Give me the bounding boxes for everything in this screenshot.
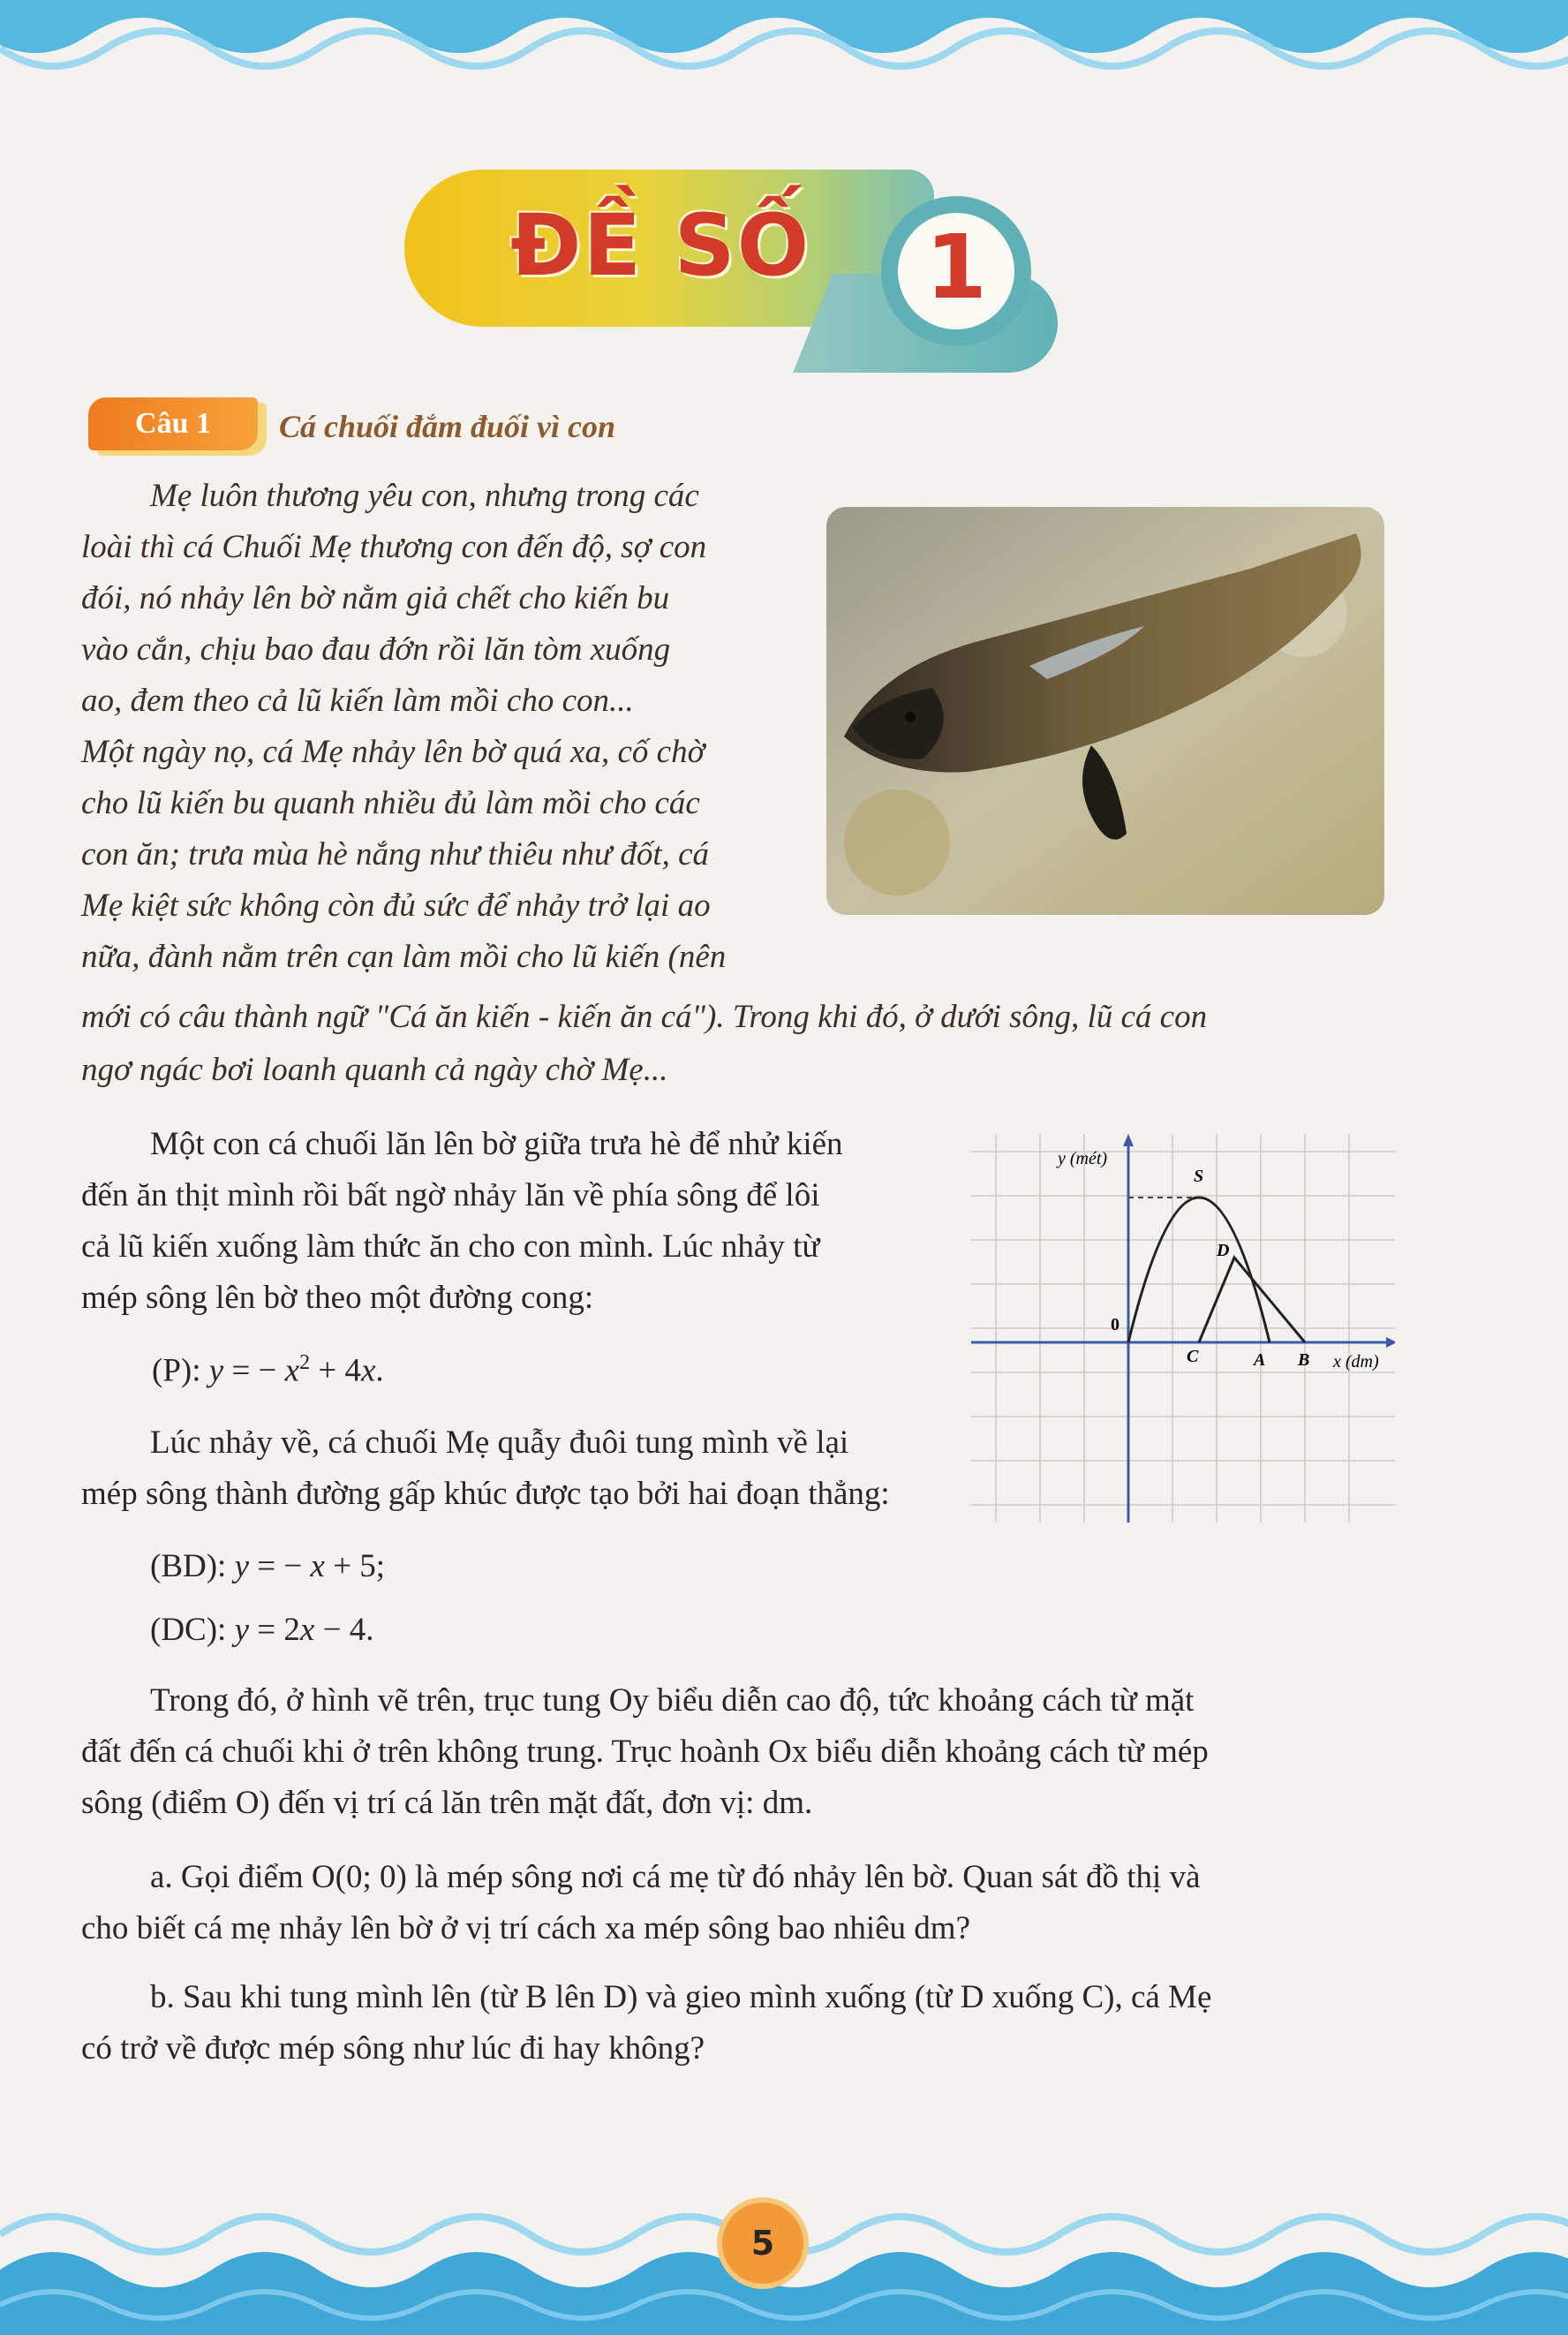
problem-line: mép sông lên bờ theo một đường cong:: [81, 1280, 594, 1316]
story-line: nữa, đành nằm trên cạn làm mồi cho lũ kiến (nên: [81, 939, 727, 975]
story-line: loài thì cá Chuối Mẹ thương con đến độ, sợ con: [81, 529, 707, 565]
x-axis-label: x (dm): [1333, 1352, 1379, 1372]
part-b-line: có trở về được mép sông như lúc đi hay không?: [81, 2030, 705, 2067]
explain-line: đất đến cá chuối khi ở trên không trung. Trục hoành Ox biểu diễn khoảng cách từ mép: [81, 1734, 1209, 1770]
story-line: cho lũ kiến bu quanh nhiều đủ làm mồi cho các: [81, 785, 700, 821]
page-number: 5: [750, 2224, 775, 2263]
story-line: Mẹ kiệt sức không còn đủ sức để nhảy trở lại ao: [81, 888, 711, 924]
part-b-line: b. Sau khi tung mình lên (từ B lên D) và gieo mình xuống (từ D xuống C), cá Mẹ: [150, 1979, 1212, 2015]
problem-line: cả lũ kiến xuống làm thức ăn cho con mình. Lúc nhảy từ: [81, 1228, 820, 1265]
x-axis-arrow: [1386, 1337, 1395, 1348]
fish-photo: [826, 507, 1384, 915]
point-s-label: S: [1194, 1167, 1204, 1186]
question-tag: Câu 1: [88, 397, 258, 450]
part-a-line: a. Gọi điểm O(0; 0) là mép sông nơi cá mẹ từ đó nhảy lên bờ. Quan sát đồ thị và: [150, 1859, 1201, 1895]
y-axis-label: y (mét): [1058, 1149, 1108, 1168]
part-a-line: cho biết cá mẹ nhảy lên bờ ở vị trí cách xa mép sông bao nhiêu dm?: [81, 1910, 970, 1946]
story-line: ngơ ngác bơi loanh quanh cả ngày chờ Mẹ...: [81, 1052, 668, 1088]
title-banner: [404, 170, 1058, 373]
question-heading: Cá chuối đắm đuối vì con: [279, 409, 616, 444]
problem-line: Một con cá chuối lăn lên bờ giữa trưa hè để nhử kiến: [150, 1126, 843, 1162]
exam-number: 1: [925, 215, 987, 319]
story-line: đói, nó nhảy lên bờ nằm giả chết cho kiến bu: [81, 580, 670, 616]
explain-line: Trong đó, ở hình vẽ trên, trục tung Oy biểu diễn cao độ, tức khoảng cách từ mặt: [150, 1682, 1195, 1719]
parabola-curve: [1128, 1198, 1270, 1342]
problem-line: đến ăn thịt mình rồi bất ngờ nhảy lăn về phía sông để lôi: [81, 1177, 820, 1213]
exam-title: ĐỀ SỐ: [510, 196, 811, 295]
point-d-label: D: [1217, 1241, 1230, 1260]
story-line: mới có câu thành ngữ "Cá ăn kiến - kiến ăn cá"). Trong khi đó, ở dưới sông, lũ cá con: [81, 999, 1208, 1035]
story-line: Một ngày nọ, cá Mẹ nhảy lên bờ quá xa, cố chờ: [81, 734, 705, 770]
fish-path-graph: [971, 1134, 1395, 1523]
story-line: vào cắn, chịu bao đau đớn rồi lăn tòm xuống: [81, 631, 671, 668]
top-wave-decoration: [0, 0, 1568, 97]
equation-dc: (DC): y = 2x − 4.: [150, 1612, 374, 1648]
story-line: ao, đem theo cả lũ kiến làm mồi cho con...: [81, 683, 634, 719]
y-axis-arrow: [1123, 1134, 1134, 1146]
story-line: con ăn; trưa mùa hè nắng như thiêu như đốt, cá: [81, 836, 710, 873]
point-b-label: B: [1298, 1350, 1310, 1370]
point-a-label: A: [1254, 1350, 1266, 1370]
equation-p: (P): y = − $x^2 + 4x$.: [152, 1351, 384, 1389]
return-line: mép sông thành đường gấp khúc được tạo bởi hai đoạn thẳng:: [81, 1476, 890, 1512]
equation-bd: (BD): y = − x + 5;: [150, 1548, 386, 1584]
origin-label: 0: [1111, 1315, 1119, 1334]
grid-lines: [971, 1134, 1395, 1523]
return-line: Lúc nhảy về, cá chuối Mẹ quẫy đuôi tung mình về lại: [150, 1424, 849, 1461]
point-c-label: C: [1187, 1347, 1199, 1366]
explain-line: sông (điểm O) đến vị trí cá lăn trên mặt đất, đơn vị: dm.: [81, 1785, 813, 1821]
story-line: Mẹ luôn thương yêu con, nhưng trong các: [150, 478, 699, 514]
bdc-polyline: [1199, 1258, 1305, 1342]
